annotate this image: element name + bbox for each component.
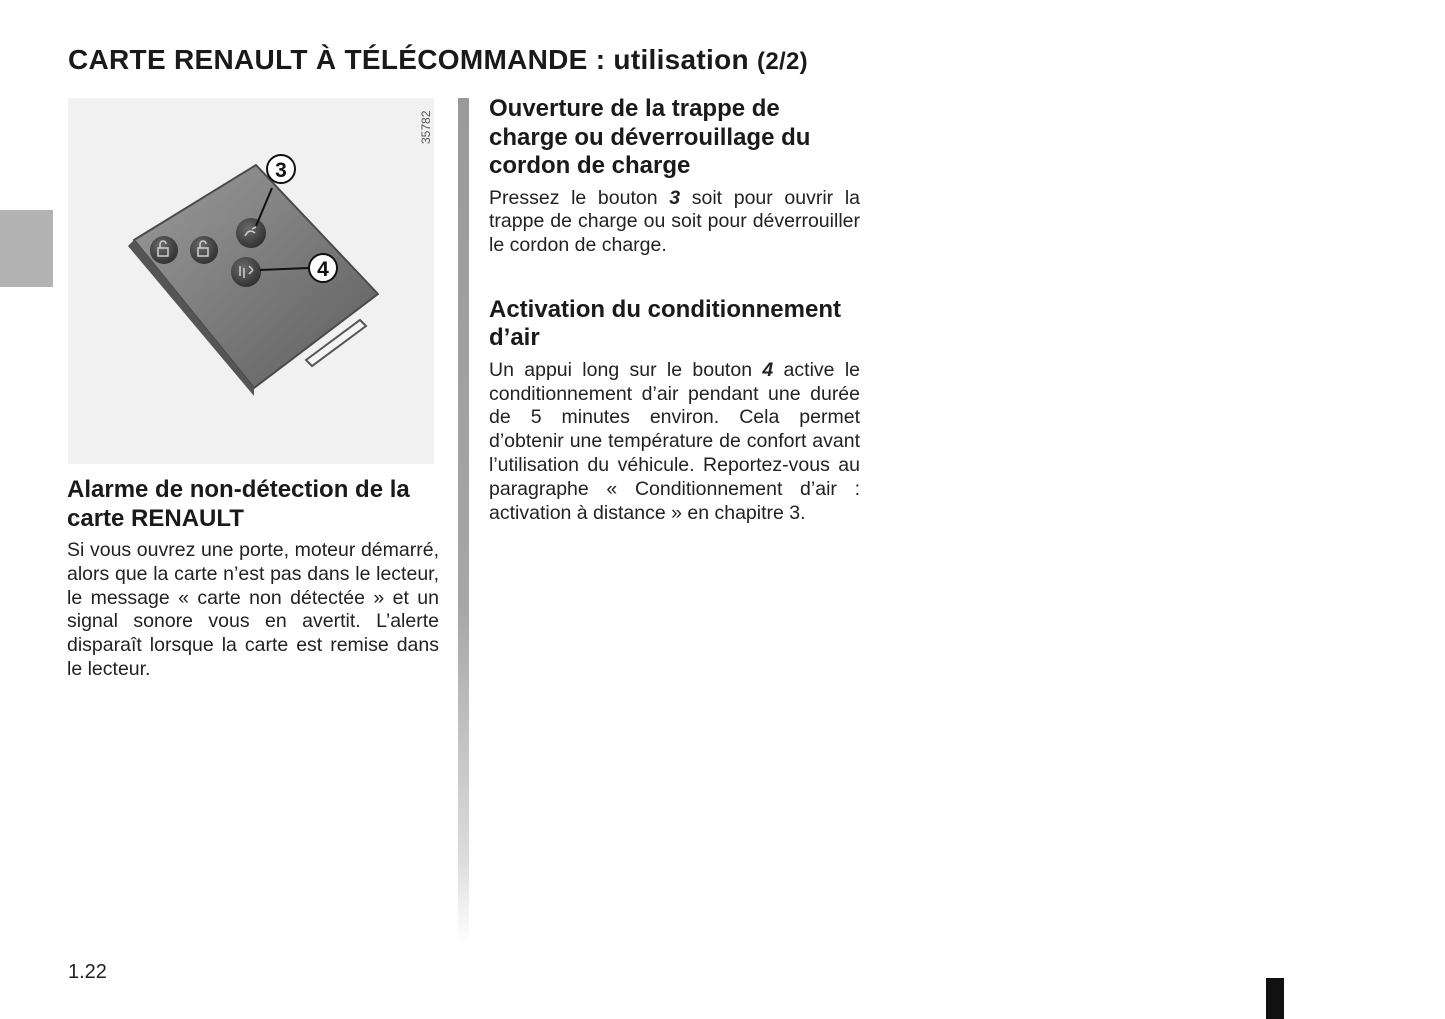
- figure-reference: 35782: [419, 110, 433, 144]
- section-spacer: [489, 258, 860, 296]
- left-column: [67, 476, 439, 682]
- chapter-tab: [0, 210, 53, 287]
- charge-heading: Ouverture de la trappe de charge ou déverrouillage du cordon de charge: [489, 95, 811, 179]
- page-title-main: CARTE RENAULT À TÉLÉCOMMANDE : utilisation: [68, 44, 749, 75]
- charge-text-end: soit pour ouvrir la trappe de charge ou soit pour déverrouiller le cordon de charge.: [489, 186, 860, 257]
- ac-text-start: Un appui long sur le bouton: [489, 358, 763, 381]
- page-title-part: (2/2): [757, 48, 808, 75]
- callout-4-label: 4: [317, 258, 329, 281]
- ac-heading: Activation du conditionnement d’air: [489, 295, 841, 352]
- unlock-button: [190, 236, 218, 264]
- keycard-illustration: [68, 98, 434, 464]
- callout-3-label: 3: [275, 159, 287, 182]
- charge-text-start: Pressez le bouton: [489, 186, 670, 209]
- alarm-heading: Alarme de non-détection de la carte RENAULT: [67, 476, 410, 532]
- charge-button: [236, 218, 266, 248]
- keycard-drawing: [68, 98, 434, 464]
- ac-button-ref: 4: [762, 358, 774, 381]
- charge-button-ref: 3: [669, 186, 681, 209]
- right-column: [489, 95, 860, 525]
- column-divider: [458, 98, 469, 943]
- page-number: 1.22: [68, 961, 107, 983]
- alarm-text: Si vous ouvrez une porte, moteur démarré, alors que la carte n’est pas dans le lecteur, le message « carte non détectée » et un signal sonore vous en avertit. L’alerte disparaît lorsque la carte est remise dans le lecteur.: [67, 539, 439, 680]
- climate-button: [231, 257, 261, 287]
- ac-text-end: active le conditionnement d’air pendant une durée de 5 minutes environ. Cela permet d’obtenir une température de confort avant l’utilisation du véhicule. Reportez-vous au paragraphe « Conditionnement d’air : activation à distance » en chapitre 3.: [489, 358, 861, 524]
- corner-mark: [1266, 978, 1284, 1019]
- page-title: [68, 44, 808, 76]
- lock-button: [150, 236, 178, 264]
- ac-text: [489, 359, 860, 526]
- charge-text: [489, 187, 860, 258]
